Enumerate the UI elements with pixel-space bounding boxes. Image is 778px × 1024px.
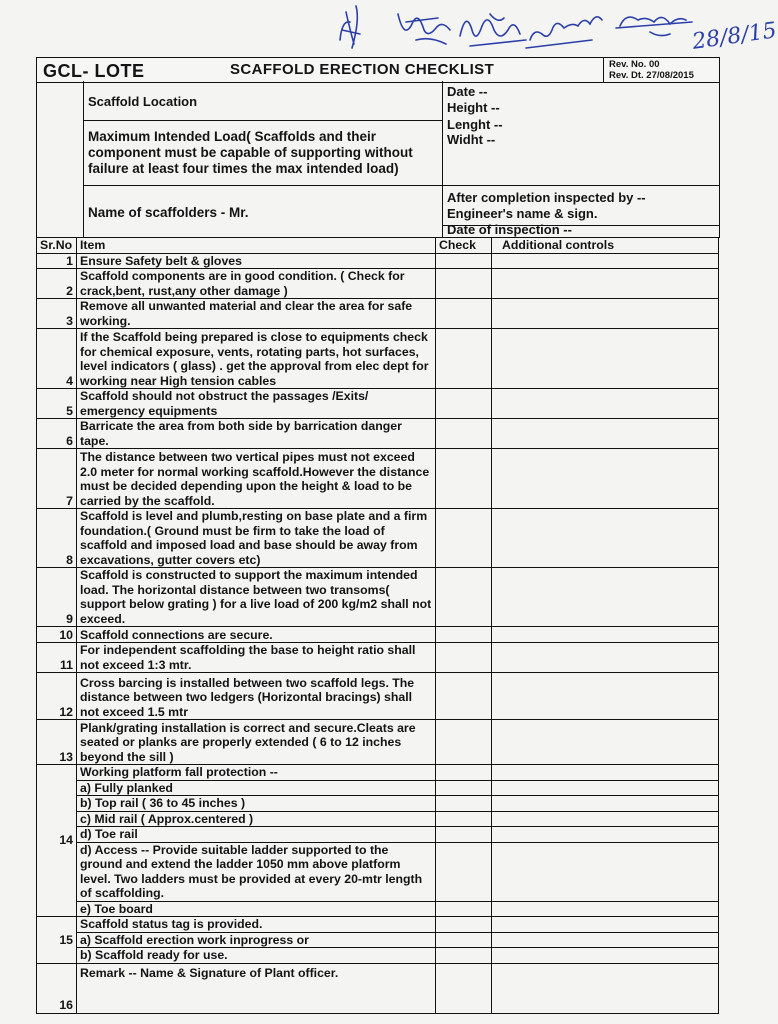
row-item: Ensure Safety belt & gloves (77, 253, 436, 269)
scaffolders-name-label: Name of scaffolders - Mr. (88, 205, 249, 220)
row-check[interactable] (436, 842, 492, 901)
row-item: The distance between two vertical pipes must not exceed 2.0 meter for normal working scaffold.However the distance must be decided depending upon the height & load to be carried by the scaffold. (77, 449, 436, 509)
row-sr: 15 (37, 917, 77, 964)
row-check[interactable] (436, 389, 492, 419)
table-row (37, 449, 719, 509)
row-item: Cross barcing is installed between two scaffold legs. The distance between two ledgers (Horizontal bracings) shall not exceed 1.5 mtr (77, 673, 436, 720)
row-sr: 9 (37, 568, 77, 627)
row-sr: 13 (37, 720, 77, 765)
width-label: Widht -- (447, 132, 496, 147)
row-subitem: b) Top rail ( 36 to 45 inches ) (77, 796, 436, 812)
inspection-date-label: Date of inspection -- (447, 222, 572, 237)
scaffold-location-label: Scaffold Location (88, 94, 198, 109)
table-row (37, 917, 719, 933)
row-item: Remove all unwanted material and clear the area for safe working. (77, 299, 436, 329)
row-check[interactable] (436, 299, 492, 329)
date-label: Date -- (447, 84, 488, 99)
table-row (37, 269, 719, 299)
table-row (37, 963, 719, 1013)
row-additional[interactable] (492, 329, 719, 389)
row-sr: 10 (37, 627, 77, 643)
row-sr: 14 (37, 765, 77, 917)
table-row (37, 811, 719, 827)
row-additional[interactable] (492, 627, 719, 643)
table-row (37, 389, 719, 419)
row-additional[interactable] (492, 811, 719, 827)
row-check[interactable] (436, 811, 492, 827)
row-item: Barricate the area from both side by barrication danger tape. (77, 419, 436, 449)
signature-date: 28/8/15 (690, 18, 778, 55)
row-check[interactable] (436, 253, 492, 269)
revision-box (603, 58, 719, 82)
inspected-by-label: After completion inspected by -- (447, 190, 646, 205)
row-item: Scaffold should not obstruct the passages /Exits/ emergency equipments (77, 389, 436, 419)
row-sr: 16 (37, 963, 77, 1013)
row-subitem: d) Toe rail (77, 827, 436, 843)
table-row (37, 932, 719, 948)
table-row (37, 509, 719, 568)
row-sr: 11 (37, 643, 77, 673)
row-sr: 3 (37, 299, 77, 329)
row-item: Scaffold components are in good condition. ( Check for crack,bent, rust,any other damage ) (77, 269, 436, 299)
signature-5 (616, 17, 692, 36)
row-additional[interactable] (492, 963, 719, 1013)
max-load-text: Maximum Intended Load( Scaffolds and their component must be capable of supporting without failure at least four times the max intended load) (88, 129, 413, 176)
row-sr: 7 (37, 449, 77, 509)
row-additional[interactable] (492, 932, 719, 948)
table-row (37, 643, 719, 673)
row-additional[interactable] (492, 780, 719, 796)
header-check: Check (436, 238, 492, 254)
info-divider-right (442, 81, 443, 237)
info-divider-left (83, 81, 84, 237)
row-check[interactable] (436, 329, 492, 389)
row-additional[interactable] (492, 720, 719, 765)
row-additional[interactable] (492, 643, 719, 673)
row-item: Scaffold connections are secure. (77, 627, 436, 643)
row-check[interactable] (436, 932, 492, 948)
row-item: Plank/grating installation is correct and secure.Cleats are seated or planks are properly extended ( 6 to 12 inches beyond the sill ) (77, 720, 436, 765)
checklist-table (36, 237, 719, 1014)
row-additional[interactable] (492, 842, 719, 901)
table-row (37, 765, 719, 781)
page-title: SCAFFOLD ERECTION CHECKLIST (230, 61, 495, 78)
table-row (37, 568, 719, 627)
info-hline-1 (83, 120, 443, 121)
table-row (37, 901, 719, 917)
table-row (37, 827, 719, 843)
row-check[interactable] (436, 568, 492, 627)
row-check[interactable] (436, 901, 492, 917)
row-additional[interactable] (492, 948, 719, 964)
row-check[interactable] (436, 948, 492, 964)
row-additional[interactable] (492, 673, 719, 720)
row-check[interactable] (436, 673, 492, 720)
row-check[interactable] (436, 449, 492, 509)
company-label: GCL- LOTE (43, 61, 145, 81)
engineer-sign-label: Engineer's name & sign. (447, 206, 598, 221)
signature-2 (398, 14, 450, 44)
row-item: Scaffold is constructed to support the maximum intended load. The horizontal distance between two transoms( support below grating ) for a live load of 200 kg/m2 shall not exceed. (77, 568, 436, 627)
rev-no: Rev. No. 00 (609, 59, 660, 70)
info-hline-2 (83, 185, 719, 186)
row-additional[interactable] (492, 419, 719, 449)
row-additional[interactable] (492, 509, 719, 568)
info-block (36, 81, 720, 238)
length-label: Lenght -- (447, 117, 503, 132)
table-row (37, 842, 719, 901)
row-check[interactable] (436, 827, 492, 843)
row-subitem: a) Scaffold erection work inprogress or (77, 932, 436, 948)
row-check[interactable] (436, 765, 492, 781)
row-check[interactable] (436, 796, 492, 812)
row-additional[interactable] (492, 827, 719, 843)
height-label: Height -- (447, 100, 500, 115)
row-check[interactable] (436, 627, 492, 643)
table-row (37, 720, 719, 765)
row-subitem: b) Scaffold ready for use. (77, 948, 436, 964)
table-row (37, 627, 719, 643)
document-header (36, 57, 720, 83)
row-sr: 12 (37, 673, 77, 720)
row-additional[interactable] (492, 917, 719, 933)
table-row (37, 299, 719, 329)
row-check[interactable] (436, 269, 492, 299)
row-sr: 5 (37, 389, 77, 419)
signature-4 (526, 17, 602, 48)
table-row (37, 796, 719, 812)
row-sr: 8 (37, 509, 77, 568)
row-subitem: a) Fully planked (77, 780, 436, 796)
row-subitem: d) Access -- Provide suitable ladder supported to the ground and extend the ladder 1050 mm above platform level. Two ladders must be provided at every 20-mtr length of scaffolding. (77, 842, 436, 901)
row-subitem: e) Toe board (77, 901, 436, 917)
header-additional: Additional controls (492, 238, 719, 254)
row-item: For independent scaffolding the base to height ratio shall not exceed 1:3 mtr. (77, 643, 436, 673)
row-subitem: Working platform fall protection -- (77, 765, 436, 781)
table-row (37, 948, 719, 964)
row-subitem: Scaffold status tag is provided. (77, 917, 436, 933)
table-row (37, 780, 719, 796)
row-additional[interactable] (492, 765, 719, 781)
table-row (37, 673, 719, 720)
row-check[interactable] (436, 643, 492, 673)
row-additional[interactable] (492, 299, 719, 329)
row-additional[interactable] (492, 568, 719, 627)
rev-date: Rev. Dt. 27/08/2015 (609, 70, 694, 81)
row-additional[interactable] (492, 389, 719, 419)
row-check[interactable] (436, 419, 492, 449)
row-subitem: c) Mid rail ( Approx.centered ) (77, 811, 436, 827)
table-header-row (37, 238, 719, 254)
row-sr: 2 (37, 269, 77, 299)
table-row (37, 419, 719, 449)
row-sr: 1 (37, 253, 77, 269)
row-additional[interactable] (492, 796, 719, 812)
row-check[interactable] (436, 509, 492, 568)
row-additional[interactable] (492, 449, 719, 509)
row-additional[interactable] (492, 901, 719, 917)
row-sr: 4 (37, 329, 77, 389)
header-item: Item (77, 238, 436, 254)
table-row (37, 253, 719, 269)
row-additional[interactable] (492, 253, 719, 269)
header-sr: Sr.No (37, 238, 77, 254)
row-item: Remark -- Name & Signature of Plant officer. (77, 963, 436, 1013)
row-check[interactable] (436, 963, 492, 1013)
row-item: Scaffold is level and plumb,resting on base plate and a firm foundation.( Ground must be firm to take the load of scaffold and imposed load and base should be away from excavations, gutter covers etc) (77, 509, 436, 568)
row-sr: 6 (37, 419, 77, 449)
row-additional[interactable] (492, 269, 719, 299)
row-check[interactable] (436, 720, 492, 765)
row-check[interactable] (436, 780, 492, 796)
signature-3 (460, 14, 526, 46)
table-row (37, 329, 719, 389)
row-item: If the Scaffold being prepared is close to equipments check for chemical exposure, vents, rotating parts, hot surfaces, level indicators ( glass) . get the approval from elec dept for working near High tension cables (77, 329, 436, 389)
signature-1 (340, 6, 360, 48)
row-check[interactable] (436, 917, 492, 933)
